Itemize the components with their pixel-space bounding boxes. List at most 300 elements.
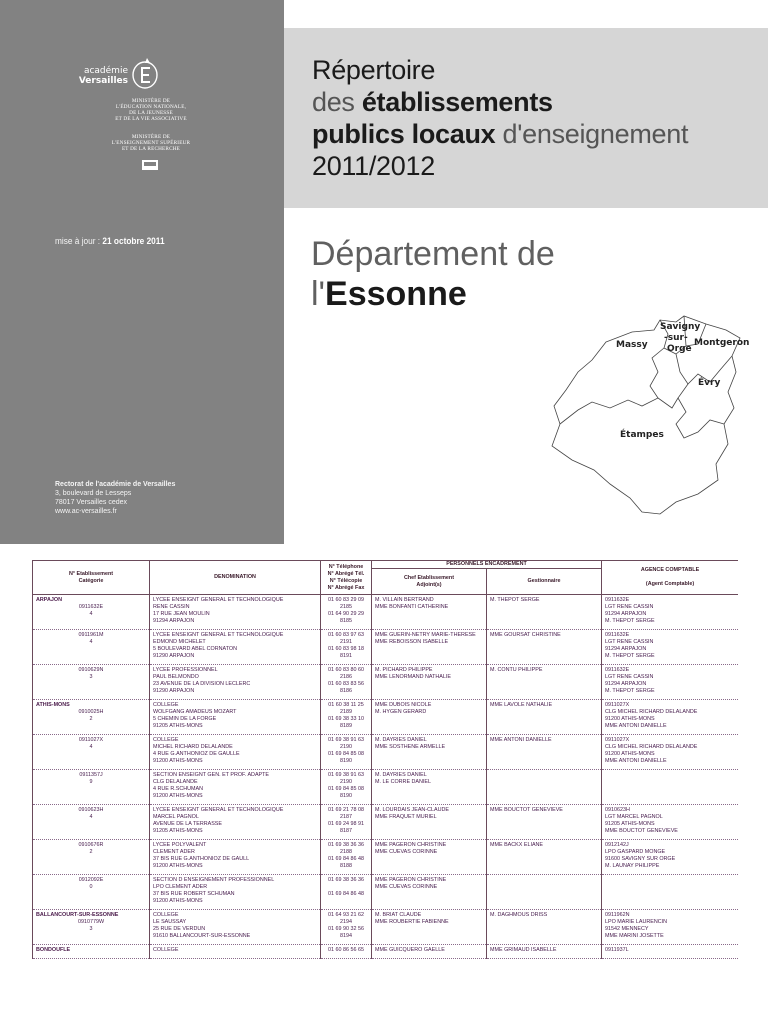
header-text: Chef Etablissement	[403, 574, 455, 581]
cell-gestionnaire	[487, 595, 602, 630]
cell-denomination-line: 91205 ATHIS-MONS	[153, 723, 203, 729]
cell-agence-line: 0912142J	[605, 842, 629, 848]
title-light: des	[312, 87, 362, 117]
cell-telephone-line: 01 60 83 98 18	[328, 646, 364, 652]
etablissement-code: 0911357J	[79, 772, 103, 778]
header-text: N° Téléphone	[328, 563, 364, 570]
map-label-montgeron: Montgeron	[694, 338, 750, 348]
cell-chef-line: MME DUBOIS NICOLE	[375, 702, 432, 708]
title-light: d'enseignement	[495, 119, 689, 149]
cell-telephone	[321, 910, 372, 945]
cell-denomination-line: LYCEE ENSEIGNT GENERAL ET TECHNOLOGIQUE	[153, 632, 284, 638]
cell-telephone-line	[324, 884, 368, 891]
cell-denomination-line: LPO CLEMENT ADER	[153, 884, 208, 890]
cell-denomination-line: CLG DELALANDE	[153, 779, 198, 785]
cell-denomination-line: COLLEGE	[153, 737, 179, 743]
commune-name: BONDOUFLE	[36, 947, 71, 953]
title-line-3	[312, 118, 688, 150]
cell-denomination-line: LYCEE ENSEIGNT GENERAL ET TECHNOLOGIQUE	[153, 807, 284, 813]
cell-denomination-line: SECTION D ENSEIGNEMENT PROFESSIONNEL	[153, 877, 275, 883]
address-line: 78017 Versailles cedex	[55, 499, 127, 506]
cell-telephone-line: 01 69 38 36 36	[328, 842, 364, 848]
cell-agence-line: 91294 ARPAJON	[605, 611, 647, 617]
cell-telephone-line: 01 60 83 80 60	[328, 667, 364, 673]
cell-chef-line: MME PAGERON CHRISTINE	[375, 842, 447, 848]
cell-etablissement	[33, 735, 150, 770]
cell-telephone-line: 01 69 84 85 08	[328, 751, 364, 757]
cell-denomination-line: 17 RUE JEAN MOULIN	[153, 611, 210, 617]
cell-chef-line: MME LENORMAND NATHALIE	[375, 674, 451, 680]
cell-telephone-line: 8189	[340, 723, 352, 729]
cell-denomination-line: 4 RUE R.SCHUMAN	[153, 786, 204, 792]
cell-agence-line: LPO GASPARD MONGE	[605, 849, 666, 855]
cell-agence	[602, 770, 738, 805]
cell-denomination-line: COLLEGE	[153, 947, 179, 953]
cell-denomination	[150, 875, 321, 910]
cell-telephone-line: 01 69 84 86 48	[328, 891, 364, 897]
cell-denomination	[150, 770, 321, 805]
cell-gestionnaire-line: MME ANTONI DANIELLE	[490, 737, 552, 743]
cell-chef	[372, 840, 487, 875]
cell-etablissement	[33, 665, 150, 700]
ministere-line: L'ENSEIGNEMENT SUPÉRIEUR	[111, 140, 191, 146]
cell-telephone-line: 8186	[340, 688, 352, 694]
header-text: N° Abrégé Fax	[327, 584, 365, 591]
cell-denomination-line: 91290 ARPAJON	[153, 653, 195, 659]
table-row	[33, 665, 739, 700]
etablissement-categorie: 4	[89, 611, 93, 617]
cell-telephone-line: 8190	[340, 793, 352, 799]
cell-gestionnaire-line: M. CONTU PHILIPPE	[490, 667, 543, 673]
cell-telephone-line: 01 69 38 33 10	[328, 716, 364, 722]
title-line-1: Répertoire	[312, 55, 436, 85]
cell-denomination-line: 37 BIS RUE ROBERT SCHUMAN	[153, 891, 235, 897]
cell-denomination-line: 5 BOULEVARD ABEL CORNATON	[153, 646, 237, 652]
cell-chef-line: M. DAYRIES DANIEL	[375, 772, 427, 778]
cell-denomination	[150, 805, 321, 840]
cell-denomination-line: COLLEGE	[153, 702, 179, 708]
etablissement-code: 0911027X	[78, 737, 104, 743]
cell-denomination	[150, 630, 321, 665]
etablissement-categorie: 9	[89, 779, 93, 785]
cell-gestionnaire-line: MME GRIMAUD ISABELLE	[490, 947, 557, 953]
cell-telephone-line: 2190	[340, 744, 352, 750]
cell-gestionnaire	[487, 630, 602, 665]
cell-gestionnaire	[487, 770, 602, 805]
etablissement-categorie: 3	[89, 926, 93, 932]
establishments-table-grid	[32, 560, 738, 959]
ministere-line: MINISTÈRE DE	[131, 134, 171, 140]
ministere-recherche	[76, 134, 226, 152]
cell-denomination-line: LE SAUSSAY	[153, 919, 187, 925]
cell-chef-line: MME FRAQUET MURIEL	[375, 814, 437, 820]
etablissement-code: 0911632E	[78, 604, 104, 610]
cell-etablissement	[33, 595, 150, 630]
cell-gestionnaire-line: MME LAVOLE NATHALIE	[490, 702, 553, 708]
cell-telephone-line: 8185	[340, 618, 352, 624]
cell-chef-line: M. VILLAIN BERTRAND	[375, 597, 434, 603]
cell-denomination-line: SECTION ENSEIGNT GEN. ET PROF. ADAPTE	[153, 772, 270, 778]
cell-denomination-line: 91290 ARPAJON	[153, 688, 195, 694]
cell-denomination	[150, 700, 321, 735]
cell-chef-line: MME BONFANTI CATHERINE	[375, 604, 449, 610]
cell-telephone-line: 8194	[340, 933, 352, 939]
cell-agence-line: 0911632E	[605, 597, 630, 603]
cell-agence	[602, 700, 738, 735]
cell-chef-line: MME GUICQUERO GAELLE	[375, 947, 445, 953]
academie-emblem-icon	[130, 56, 160, 90]
page-title	[312, 54, 688, 182]
essonne-map	[548, 312, 748, 532]
title-bold: établissements	[361, 87, 553, 117]
cell-denomination	[150, 665, 321, 700]
cell-denomination-line: 91610 BALLANCOURT-SUR-ESSONNE	[153, 933, 251, 939]
cell-denomination-line: LYCEE POLYVALENT	[153, 842, 207, 848]
cell-agence-line: 0910623H	[605, 807, 630, 813]
cell-agence-line: 91542 MENNECY	[605, 926, 649, 932]
table-row	[33, 875, 739, 910]
cell-chef-line: M. BRIAT CLAUDE	[375, 912, 422, 918]
etablissement-code: 0910623H	[78, 807, 104, 813]
cell-chef-line: MME PAGERON CHRISTINE	[375, 877, 447, 883]
etablissement-categorie: 2	[89, 716, 93, 722]
academie-name	[76, 66, 128, 86]
table-row	[33, 910, 739, 945]
cell-chef-line: M. DAYRIES DANIEL	[375, 737, 427, 743]
header-text: N° Télécopie	[329, 577, 363, 584]
etablissement-categorie: 2	[89, 849, 93, 855]
cell-agence-line: 91294 ARPAJON	[605, 681, 647, 687]
cell-agence-line: LGT RENE CASSIN	[605, 639, 654, 645]
etablissement-categorie: 3	[89, 674, 93, 680]
cell-chef	[372, 735, 487, 770]
table-row	[33, 945, 739, 959]
cell-telephone-line: 8187	[340, 828, 352, 834]
cell-agence-line: 0911027X	[605, 702, 630, 708]
cell-agence-line: CLG MICHEL RICHARD DELALANDE	[605, 709, 698, 715]
cell-telephone	[321, 630, 372, 665]
ministere-line: DE LA JEUNESSE	[129, 110, 173, 116]
cell-denomination-line: 91200 ATHIS-MONS	[153, 758, 203, 764]
cell-gestionnaire-line: M. THEPOT SERGE	[490, 597, 540, 603]
title-line-2	[312, 86, 688, 118]
cell-telephone-line: 01 69 84 85 08	[328, 786, 364, 792]
cell-telephone-line: 2188	[340, 849, 352, 855]
etablissement-code: 0910779W	[77, 919, 105, 925]
ministere-education	[76, 98, 226, 122]
cell-agence	[602, 595, 738, 630]
cell-telephone-line: 01 60 83 97 63	[328, 632, 364, 638]
cell-etablissement	[33, 805, 150, 840]
cell-agence-line: 0911027X	[605, 737, 630, 743]
ministere-line: L'ÉDUCATION NATIONALE,	[115, 104, 187, 110]
header-text: Catégorie	[78, 577, 104, 584]
cell-gestionnaire	[487, 875, 602, 910]
cell-agence-line: 0911632E	[605, 667, 630, 673]
cell-agence-line: LGT RENE CASSIN	[605, 674, 654, 680]
cell-etablissement	[33, 630, 150, 665]
header-etablissement	[33, 561, 150, 595]
cell-agence-line: 91294 ARPAJON	[605, 646, 647, 652]
cell-gestionnaire-line: MME BACKX ELIANE	[490, 842, 544, 848]
cell-chef-line: MME CUEVAS CORINNE	[375, 849, 438, 855]
cell-agence-line: 0911632E	[605, 632, 630, 638]
cell-etablissement	[33, 910, 150, 945]
map-label-etampes: Étampes	[620, 430, 664, 440]
cell-telephone-line: 8191	[340, 653, 352, 659]
cell-telephone	[321, 665, 372, 700]
cell-chef-line: M. HYGEN GERARD	[375, 709, 427, 715]
cell-denomination-line: 37 BIS RUE G.ANTHONIOZ DE GAULL	[153, 856, 250, 862]
table-row	[33, 595, 739, 630]
cell-telephone-line: 01 69 38 36 36	[328, 877, 364, 883]
cell-etablissement	[33, 875, 150, 910]
department-name: Essonne	[325, 275, 467, 313]
academie-line: académie	[83, 66, 128, 76]
table-header-row	[33, 561, 739, 569]
table-row	[33, 805, 739, 840]
cell-agence-line: LGT RENE CASSIN	[605, 604, 654, 610]
cell-agence-line: LGT MARCEL PAGNOL	[605, 814, 663, 820]
cell-telephone	[321, 700, 372, 735]
cell-agence-line: M. THEPOT SERGE	[605, 618, 655, 624]
cell-gestionnaire-line: MME BOUCTOT GENEVIEVE	[490, 807, 563, 813]
cell-telephone-line: 2189	[340, 709, 352, 715]
cell-telephone-line: 01 60 38 11 25	[328, 702, 364, 708]
cell-denomination-line: AVENUE DE LA TERRASSE	[153, 821, 223, 827]
cell-gestionnaire	[487, 700, 602, 735]
cell-chef-line: MME ROUBERTIE FABIENNE	[375, 919, 449, 925]
cell-telephone-line: 8190	[340, 758, 352, 764]
etablissement-categorie: 0	[89, 884, 93, 890]
etablissement-code: 0911961M	[78, 632, 104, 638]
cell-agence-line: M. THEPOT SERGE	[605, 688, 655, 694]
etablissement-categorie: 4	[89, 814, 93, 820]
cell-telephone	[321, 595, 372, 630]
cell-denomination	[150, 735, 321, 770]
cell-agence-line: M. LAUNAY PHILIPPE	[605, 863, 660, 869]
cell-denomination-line: MARCEL PAGNOL	[153, 814, 199, 820]
cell-telephone-line: 2185	[340, 604, 352, 610]
etablissement-code: 0912092E	[78, 877, 104, 883]
cell-etablissement	[33, 945, 150, 959]
department-prefix: l'	[311, 275, 326, 313]
cell-etablissement	[33, 700, 150, 735]
cell-telephone	[321, 805, 372, 840]
cell-telephone-line: 2194	[340, 919, 352, 925]
map-label-orge: Orge	[667, 344, 692, 354]
cell-gestionnaire	[487, 665, 602, 700]
title-year: 2011/2012	[312, 151, 435, 181]
cell-chef	[372, 700, 487, 735]
etablissement-categorie: 4	[89, 744, 93, 750]
table-row	[33, 700, 739, 735]
cell-agence	[602, 945, 738, 959]
cell-gestionnaire	[487, 945, 602, 959]
table-body	[33, 595, 739, 959]
cell-denomination-line: MICHEL RICHARD DELALANDE	[153, 744, 233, 750]
cell-denomination-line: 5 CHEMIN DE LA FORGE	[153, 716, 217, 722]
cell-denomination-line: 23 AVENUE DE LA DIVISION LECLERC	[153, 681, 251, 687]
cell-agence	[602, 630, 738, 665]
etablissement-categorie: 4	[89, 639, 93, 645]
cell-gestionnaire-line: M. DAGHMOUS DRISS	[490, 912, 548, 918]
cell-agence	[602, 875, 738, 910]
map-label-sur: -sur-	[664, 333, 688, 343]
etablissement-code: 0910629N	[78, 667, 104, 673]
cell-telephone-line: 2190	[340, 779, 352, 785]
ministere-line: MINISTÈRE DE	[131, 98, 171, 104]
cell-telephone-line: 01 60 83 29 09	[328, 597, 364, 603]
cell-chef	[372, 665, 487, 700]
commune-name: ARPAJON	[36, 597, 62, 603]
cell-gestionnaire	[487, 840, 602, 875]
cell-telephone-line: 01 64 90 29 29	[328, 611, 364, 617]
cell-denomination-line: WOLFGANG AMADEUS MOZART	[153, 709, 237, 715]
department-line-2	[311, 274, 555, 314]
table-row	[33, 735, 739, 770]
cell-denomination-line: 91200 ATHIS-MONS	[153, 898, 203, 904]
cell-agence-line: MME ANTONI DANIELLE	[605, 758, 667, 764]
cell-agence-line: MME MARINI JOSETTE	[605, 933, 664, 939]
cell-etablissement	[33, 770, 150, 805]
cell-denomination-line: 25 RUE DE VERDUN	[153, 926, 206, 932]
cell-chef	[372, 805, 487, 840]
header-gestionnaire: Gestionnaire	[487, 569, 602, 595]
cell-telephone-line: 2187	[340, 814, 352, 820]
cell-denomination-line: 91294 ARPAJON	[153, 618, 195, 624]
cell-agence-line: MME ANTONI DANIELLE	[605, 723, 667, 729]
cell-telephone-line: 2191	[340, 639, 352, 645]
cell-denomination	[150, 595, 321, 630]
cell-chef-line: MME GUERIN-NETRY MARIE-THERESE	[375, 632, 476, 638]
address-line: www.ac-versailles.fr	[55, 508, 117, 515]
commune-name: BALLANCOURT-SUR-ESSONNE	[36, 912, 119, 918]
header-chef	[372, 569, 487, 595]
department-heading	[311, 234, 555, 314]
cell-agence-line: 91200 ATHIS-MONS	[605, 751, 655, 757]
cell-telephone	[321, 770, 372, 805]
cell-chef-line: MME SOSTHENE ARMELLE	[375, 744, 446, 750]
cell-chef	[372, 910, 487, 945]
cell-telephone-line: 01 64 93 21 62	[328, 912, 364, 918]
cell-denomination-line: 91200 ATHIS-MONS	[153, 793, 203, 799]
cell-chef	[372, 875, 487, 910]
cell-agence-line: MME BOUCTOT GENEVIEVE	[605, 828, 678, 834]
cell-chef-line: MME REBOISSON ISABELLE	[375, 639, 449, 645]
cell-denomination-line: RENE CASSIN	[153, 604, 190, 610]
cell-agence-line: 91200 ATHIS-MONS	[605, 716, 655, 722]
cell-chef-line: MME CUEVAS CORINNE	[375, 884, 438, 890]
cell-agence	[602, 805, 738, 840]
cell-telephone	[321, 735, 372, 770]
map-label-massy: Massy	[616, 340, 648, 350]
cell-telephone-line: 01 69 21 78 08	[328, 807, 364, 813]
header-personnels: PERSONNELS ENCADREMENT	[372, 561, 602, 569]
header-denomination: DENOMINATION	[150, 561, 321, 595]
map-label-evry: Évry	[698, 378, 721, 388]
cell-telephone-line: 8188	[340, 863, 352, 869]
cell-telephone-line	[324, 898, 368, 905]
title-bold: publics locaux	[312, 119, 496, 149]
cell-denomination-line: 91200 ATHIS-MONS	[153, 863, 203, 869]
cell-agence-line: M. THEPOT SERGE	[605, 653, 655, 659]
update-date	[55, 236, 165, 246]
cell-chef-line: M. LE CORRE DANIEL	[375, 779, 432, 785]
rectorat-address	[55, 480, 175, 516]
establishments-table	[32, 560, 738, 1024]
cell-denomination-line: PAUL BELMONDO	[153, 674, 199, 680]
update-value: 21 octobre 2011	[102, 236, 165, 246]
cell-chef	[372, 770, 487, 805]
cell-denomination-line: 91205 ATHIS-MONS	[153, 828, 203, 834]
cell-telephone-line: 2186	[340, 674, 352, 680]
header-text: N° Etablissement	[68, 570, 114, 577]
update-label: mise à jour :	[55, 236, 103, 246]
cell-agence-line: 91600 SAVIGNY SUR ORGE	[605, 856, 676, 862]
header-text: N° Abrégé Tél.	[327, 570, 365, 577]
cell-agence	[602, 665, 738, 700]
cell-agence-line: 0911962N	[605, 912, 630, 918]
cell-gestionnaire-line: MME GOURSAT CHRISTINE	[490, 632, 561, 638]
cell-denomination-line: LYCEE ENSEIGNT GENERAL ET TECHNOLOGIQUE	[153, 597, 284, 603]
address-line: 3, boulevard de Lesseps	[55, 490, 132, 497]
cell-denomination-line: LYCEE PROFESSIONNEL	[153, 667, 218, 673]
cell-agence-line: LPO MARIE LAURENCIN	[605, 919, 668, 925]
map-label-savigny: Savigny	[660, 322, 701, 332]
cell-denomination	[150, 945, 321, 959]
cell-telephone-line: 01 60 86 56 65	[328, 947, 364, 953]
table-row	[33, 770, 739, 805]
cell-denomination-line: EDMOND MICHELET	[153, 639, 206, 645]
etablissement-code: 0910025H	[78, 709, 104, 715]
cell-denomination	[150, 840, 321, 875]
cell-denomination-line: CLEMENT ADER	[153, 849, 195, 855]
cell-gestionnaire	[487, 910, 602, 945]
header-text: Adjoint(s)	[416, 581, 442, 588]
cell-agence-line: 0911937L	[605, 947, 629, 953]
cell-telephone-line: 01 60 83 83 56	[328, 681, 364, 687]
cell-agence	[602, 840, 738, 875]
ministere-line: ET DE LA VIE ASSOCIATIVE	[115, 116, 187, 122]
table-row	[33, 630, 739, 665]
cell-telephone-line: 01 69 38 91 63	[328, 737, 364, 743]
cell-chef	[372, 630, 487, 665]
cell-telephone-line: 01 69 24 98 91	[328, 821, 364, 827]
academie-line: Versailles	[78, 76, 128, 86]
cell-agence	[602, 735, 738, 770]
cell-telephone-line: 01 69 38 91 63	[328, 772, 364, 778]
cell-chef	[372, 945, 487, 959]
cell-chef-line: M. LOURDAIS JEAN-CLAUDE	[375, 807, 449, 813]
cell-denomination-line: 4 RUE G.ANTHONIOZ DE GAULLE	[153, 751, 240, 757]
address-head: Rectorat de l'académie de Versailles	[55, 481, 176, 488]
cell-etablissement	[33, 840, 150, 875]
ministere-line: ET DE LA RECHERCHE	[121, 146, 181, 152]
commune-name: ATHIS-MONS	[36, 702, 70, 708]
header-telephone	[321, 561, 372, 595]
cell-agence	[602, 910, 738, 945]
cell-agence-line: CLG MICHEL RICHARD DELALANDE	[605, 744, 698, 750]
cell-denomination-line: COLLEGE	[153, 912, 179, 918]
cell-agence-line: 91205 ATHIS-MONS	[605, 821, 655, 827]
header-text: (Agent Comptable)	[645, 581, 695, 587]
cell-chef-line: M. PICHARD PHILIPPE	[375, 667, 433, 673]
department-line-1: Département de	[311, 235, 555, 273]
cell-chef	[372, 595, 487, 630]
cell-telephone	[321, 840, 372, 875]
cell-denomination	[150, 910, 321, 945]
